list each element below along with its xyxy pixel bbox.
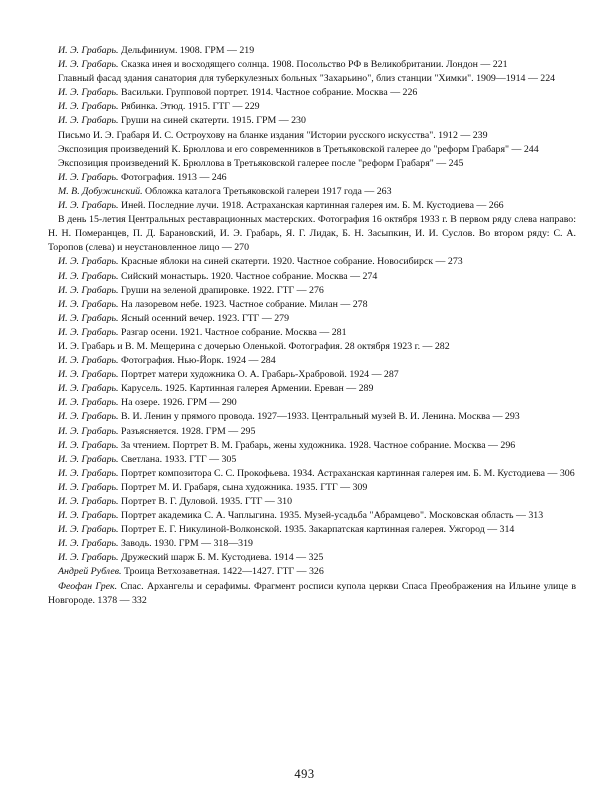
list-item bbox=[48, 312, 576, 326]
entry-text: Сийский монастырь. 1920. Частное собрание. Москва — 274 bbox=[120, 270, 378, 282]
entry-author: И. Э. Грабарь. bbox=[58, 538, 119, 550]
entry-author: И. Э. Грабарь. bbox=[58, 467, 119, 479]
entry-author: И. Э. Грабарь. bbox=[58, 45, 119, 56]
list-item bbox=[48, 255, 576, 269]
entry-author: И. Э. Грабарь. bbox=[58, 101, 119, 113]
entry-text: Дельфиниум. 1908. ГРМ — 219 bbox=[120, 45, 255, 56]
list-item bbox=[48, 185, 576, 199]
list-item bbox=[48, 481, 576, 495]
list-item bbox=[48, 453, 576, 467]
list-item bbox=[48, 199, 576, 213]
entry-text: Портрет Е. Г. Никулиной-Волконской. 1935. Закарпатская картинная галерея. Ужгород — 314 bbox=[120, 524, 515, 536]
list-item bbox=[48, 382, 576, 396]
entry-author: И. Э. Грабарь. bbox=[58, 496, 119, 507]
entry-text: Ясный осенний вечер. 1923. ГТГ — 279 bbox=[120, 312, 290, 324]
entry-author: И. Э. Грабарь. bbox=[58, 270, 119, 282]
entry-text: Троица Ветхозаветная. 1422—1427. ГТГ — 326 bbox=[123, 566, 324, 578]
entry-text: Экспозиция произведений К. Брюллова и его современников в Третьяковской галерее до "реформ Грабаря" — 244 bbox=[58, 143, 539, 155]
entry-text: Васильки. Групповой портрет. 1914. Частное собрание. Москва — 226 bbox=[120, 87, 418, 99]
list-item bbox=[48, 495, 576, 509]
entry-author: И. Э. Грабарь. bbox=[58, 355, 119, 367]
entry-text: Красные яблоки на синей скатерти. 1920. Частное собрание. Новосибирск — 273 bbox=[120, 256, 463, 268]
entry-text: Рябинка. Этюд. 1915. ГТГ — 229 bbox=[120, 101, 260, 113]
entry-text: И. Э. Грабарь и В. М. Мещерина с дочерью Оленькой. Фотография. 28 октября 1923 г. — 282 bbox=[58, 340, 450, 352]
list-item bbox=[48, 580, 576, 608]
entry-text: Письмо И. Э. Грабаря И. С. Остроухову на бланке издания "Истории русского искусства". 1912 — 239 bbox=[58, 129, 488, 141]
list-item bbox=[48, 86, 576, 100]
entry-author: Феофан Грек. bbox=[58, 580, 118, 592]
entry-author: И. Э. Грабарь. bbox=[58, 115, 119, 127]
entry-text: Дружеский шарж Б. М. Кустодиева. 1914 — 325 bbox=[120, 552, 324, 564]
entry-author: Андрей Рублев. bbox=[58, 566, 122, 578]
entry-text: Груши на зеленой драпировке. 1922. ГТГ — 276 bbox=[120, 284, 324, 296]
entry-text: Портрет матери художника О. А. Грабарь-Храбровой. 1924 — 287 bbox=[120, 369, 399, 381]
entry-text: Экспозиция произведений К. Брюллова в Третьяковской галерее после "реформ Грабаря" — 245 bbox=[58, 157, 464, 169]
list-item bbox=[48, 425, 576, 439]
list-item bbox=[48, 396, 576, 410]
entry-text: Карусель. 1925. Картинная галерея Армении. Ереван — 289 bbox=[120, 383, 374, 395]
entry-author: И. Э. Грабарь. bbox=[58, 397, 119, 409]
entry-text: Фотография. 1913 — 246 bbox=[120, 171, 227, 183]
list-item bbox=[48, 213, 576, 255]
list-item bbox=[48, 298, 576, 312]
entry-text: За чтением. Портрет В. М. Грабарь, жены художника. 1928. Частное собрание. Москва — 296 bbox=[120, 439, 516, 451]
entry-author: И. Э. Грабарь. bbox=[58, 312, 119, 324]
entry-author: И. Э. Грабарь. bbox=[58, 481, 119, 493]
entry-text: Портрет М. И. Грабаря, сына художника. 1935. ГТГ — 309 bbox=[120, 481, 368, 493]
entry-text: Груши на синей скатерти. 1915. ГРМ — 230 bbox=[120, 115, 306, 127]
list-item bbox=[48, 354, 576, 368]
entry-author: И. Э. Грабарь. bbox=[58, 524, 119, 536]
entry-text: Портрет В. Г. Дуловой. 1935. ГТГ — 310 bbox=[120, 496, 293, 507]
list-item bbox=[48, 129, 576, 143]
entry-text: В. И. Ленин у прямого провода. 1927—1933. Центральный музей В. И. Ленина. Москва — 293 bbox=[120, 411, 520, 423]
entry-text: На лазоревом небе. 1923. Частное собрание. Милан — 278 bbox=[120, 298, 368, 310]
entry-text: Иней. Последние лучи. 1918. Астраханская картинная галерея им. Б. М. Кустодиева — 266 bbox=[120, 200, 504, 212]
list-item bbox=[48, 326, 576, 340]
entry-author: И. Э. Грабарь. bbox=[58, 453, 119, 465]
entry-text: Главный фасад здания санатория для туберкулезных больных "Захарьино", близ станции "Химки". 1909—1914 — 224 bbox=[58, 73, 556, 85]
list-item bbox=[48, 72, 576, 86]
list-item bbox=[48, 340, 576, 354]
entry-author: М. В. Добужинский. bbox=[58, 185, 143, 197]
list-item bbox=[48, 523, 576, 537]
list-item bbox=[48, 171, 576, 185]
list-item bbox=[48, 114, 576, 128]
entry-text: Портрет композитора С. С. Прокофьева. 1934. Астраханская картинная галерея им. Б. М. Кустодиева — 306 bbox=[120, 467, 575, 479]
entry-author: И. Э. Грабарь. bbox=[58, 411, 119, 423]
list-item bbox=[48, 157, 576, 171]
list-item bbox=[48, 143, 576, 157]
entry-author: И. Э. Грабарь. bbox=[58, 59, 119, 71]
entry-author: И. Э. Грабарь. bbox=[58, 425, 119, 437]
list-item bbox=[48, 439, 576, 453]
list-item bbox=[48, 537, 576, 551]
list-item bbox=[48, 565, 576, 579]
entry-author: И. Э. Грабарь. bbox=[58, 369, 119, 381]
entry-text: Разгар осени. 1921. Частное собрание. Москва — 281 bbox=[120, 326, 347, 338]
entry-text: Светлана. 1933. ГТГ — 305 bbox=[120, 453, 237, 465]
entry-author: И. Э. Грабарь. bbox=[58, 256, 119, 268]
entry-author: И. Э. Грабарь. bbox=[58, 552, 119, 564]
entry-author: И. Э. Грабарь. bbox=[58, 87, 119, 99]
entry-text: На озере. 1926. ГРМ — 290 bbox=[120, 397, 237, 409]
illustration-list bbox=[48, 44, 576, 608]
entry-author: И. Э. Грабарь. bbox=[58, 510, 119, 522]
entry-text: В день 15-летия Центральных реставрационных мастерских. Фотография 16 октября 1933 г. В первом ряду слева направо: Н. Н. Померанцев, П. Д. Барановский, И. Э. Грабарь, Я. Г. Лидак, Б. Н. Засыпкин, И. И. Суслов. Во втором ряду: С. А. Торопов (слева) и неустановленное лицо — 270 bbox=[48, 214, 576, 254]
entry-text: Обложка каталога Третьяковской галереи 1917 года — 263 bbox=[145, 185, 392, 197]
entry-text: Фотография. Нью-Йорк. 1924 — 284 bbox=[120, 355, 276, 367]
list-item bbox=[48, 100, 576, 114]
entry-text: Разъясняется. 1928. ГРМ — 295 bbox=[120, 425, 256, 437]
list-item bbox=[48, 551, 576, 565]
list-item bbox=[48, 467, 576, 481]
entry-author: И. Э. Грабарь. bbox=[58, 200, 119, 212]
entry-text: Сказка инея и восходящего солнца. 1908. Посольство РФ в Великобритании. Лондон — 221 bbox=[120, 59, 508, 71]
list-item bbox=[48, 58, 576, 72]
list-item bbox=[48, 410, 576, 424]
entry-author: И. Э. Грабарь. bbox=[58, 326, 119, 338]
entry-author: И. Э. Грабарь. bbox=[58, 171, 119, 183]
entry-author: И. Э. Грабарь. bbox=[58, 439, 119, 451]
entry-text: Портрет академика С. А. Чаплыгина. 1935. Музей-усадьба "Абрамцево". Московская область — 313 bbox=[120, 510, 544, 522]
entry-author: И. Э. Грабарь. bbox=[58, 298, 119, 310]
list-item bbox=[48, 509, 576, 523]
entry-text: Заводь. 1930. ГРМ — 318—319 bbox=[120, 538, 253, 550]
page-number: 493 bbox=[294, 767, 315, 781]
entry-author: И. Э. Грабарь. bbox=[58, 284, 119, 296]
entry-text: Спас. Архангелы и серафимы. Фрагмент росписи купола церкви Спаса Преображения на Ильине улице в Новгороде. 1378 — 332 bbox=[48, 580, 577, 606]
entry-author: И. Э. Грабарь. bbox=[58, 383, 119, 395]
list-item bbox=[48, 270, 576, 284]
list-item bbox=[48, 284, 576, 298]
list-item bbox=[48, 44, 576, 58]
list-item bbox=[48, 368, 576, 382]
